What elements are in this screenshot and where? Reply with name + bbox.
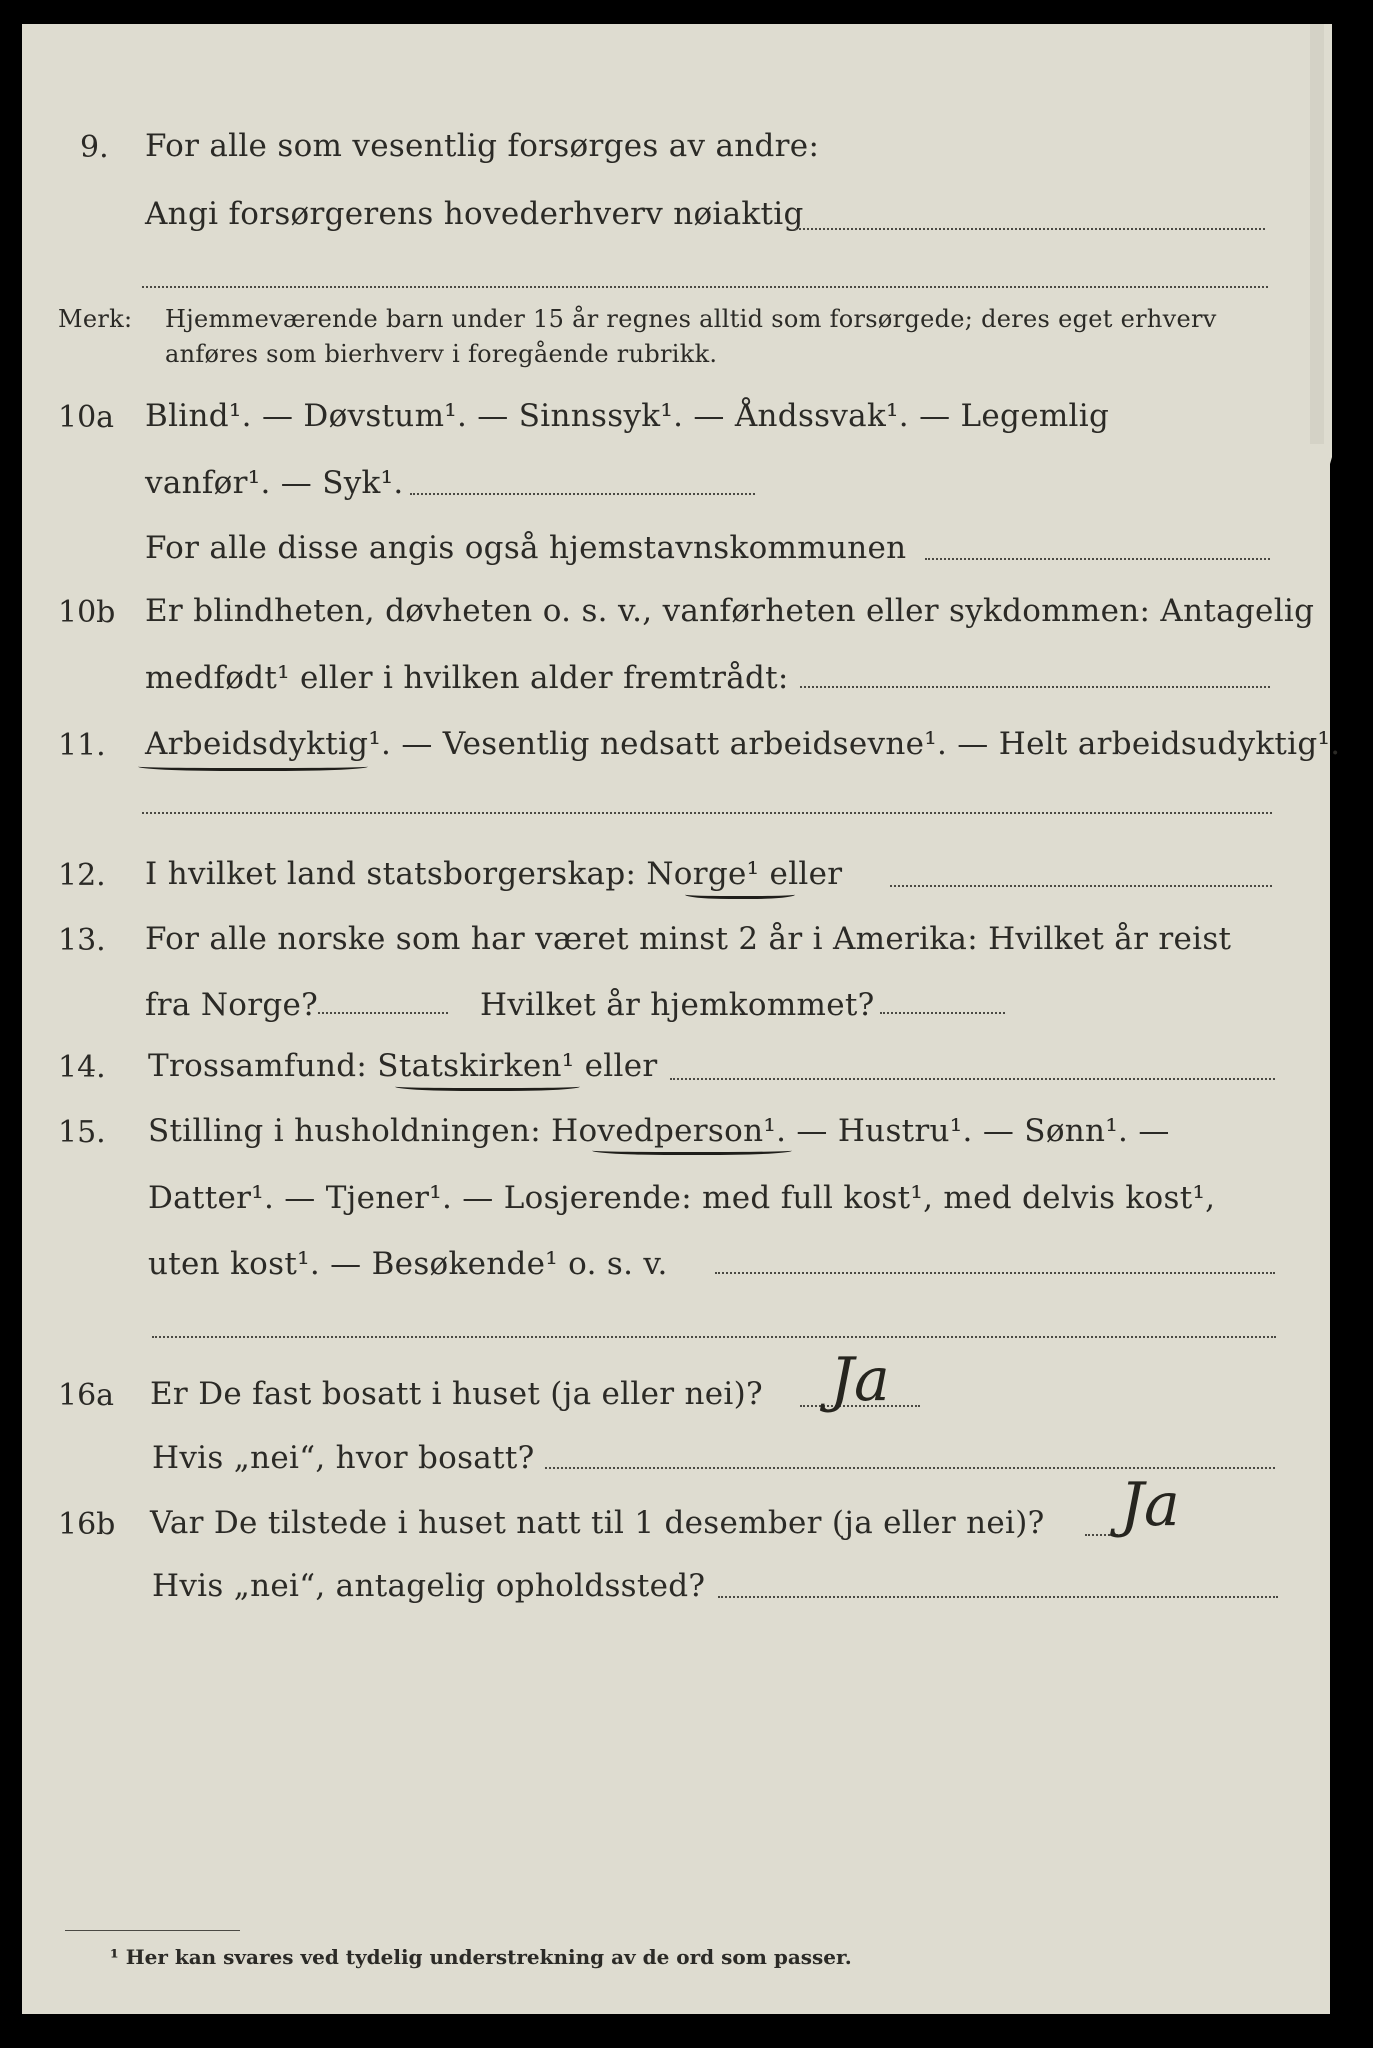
q15-answer-line (715, 1272, 1275, 1274)
q14-number: 14. (58, 1050, 106, 1085)
q10a-line1: Blind¹. — Døvstum¹. — Sinnssyk¹. — Åndssvak¹. — Legemlig (145, 398, 1110, 434)
merk-label: Merk: (58, 305, 133, 333)
q16b-location-line (718, 1596, 1278, 1598)
q16a-residence-line (545, 1467, 1275, 1469)
q13-line2b: Hvilket år hjemkommet? (480, 987, 875, 1023)
q14-line1: Trossamfund: Statskirken¹ eller (148, 1048, 658, 1084)
q13-number: 13. (58, 923, 106, 958)
q14-answer-line (670, 1078, 1275, 1080)
q13-departure-line (318, 1012, 448, 1014)
q12-answer-line (890, 885, 1272, 887)
q9-answer-line (795, 228, 1265, 230)
q12-number: 12. (58, 858, 106, 893)
merk-line2: anføres som bierhverv i foregående rubrikk. (165, 340, 718, 368)
q9-line2: Angi forsørgerens hovederhverv nøiaktig (145, 196, 804, 232)
q11-extra-line (142, 812, 1272, 814)
q11-selection-underline (138, 760, 368, 771)
q15-selection-underline (592, 1144, 792, 1155)
q15-line2: Datter¹. — Tjener¹. — Losjerende: med full kost¹, med delvis kost¹, (148, 1180, 1216, 1216)
q13-line1: For alle norske som har været minst 2 år i Amerika: Hvilket år reist (145, 921, 1232, 957)
q13-return-line (880, 1012, 1005, 1014)
q16a-handwritten-answer: Ja (830, 1345, 890, 1415)
q16a-line1: Er De fast bosatt i huset (ja eller nei)? (150, 1376, 763, 1412)
q11-number: 11. (58, 728, 106, 763)
q10a-number: 10a (58, 400, 115, 435)
merk-line1: Hjemmeværende barn under 15 år regnes alltid som forsørgede; deres eget erhverv (165, 305, 1217, 333)
q15-number: 15. (58, 1115, 106, 1150)
q15-line1: Stilling i husholdningen: Hovedperson¹. — Hustru¹. — Sønn¹. — (148, 1113, 1170, 1149)
q10a-home-line (925, 558, 1270, 560)
q10b-number: 10b (58, 595, 116, 630)
q16b-answer-line (1085, 1534, 1125, 1536)
q10b-answer-line (800, 686, 1270, 688)
q16b-handwritten-answer: Ja (1120, 1470, 1180, 1540)
q16a-line2: Hvis „nei“, hvor bosatt? (152, 1440, 535, 1476)
q16a-number: 16a (58, 1378, 115, 1413)
q16b-number: 16b (58, 1507, 116, 1542)
q15-line3: uten kost¹. — Besøkende¹ o. s. v. (148, 1246, 668, 1282)
q10a-line3: For alle disse angis også hjemstavnskommunen (145, 530, 907, 566)
q9-extra-line (142, 286, 1268, 288)
q10b-line1: Er blindheten, døvheten o. s. v., vanførheten eller sykdommen: Antagelig (145, 593, 1315, 629)
q10b-line2: medfødt¹ eller i hvilken alder fremtrådt: (145, 660, 789, 696)
page-edge (1310, 24, 1324, 444)
q15-extra-line (152, 1336, 1276, 1338)
q13-line2a: fra Norge? (145, 987, 319, 1023)
q16b-line1: Var De tilstede i huset natt til 1 desember (ja eller nei)? (150, 1505, 1045, 1541)
footnote-rule (65, 1930, 240, 1931)
q9-line1: For alle som vesentlig forsørges av andre: (145, 128, 820, 164)
q11-line1: Arbeidsdyktig¹. — Vesentlig nedsatt arbeidsevne¹. — Helt arbeidsudyktig¹. (145, 726, 1341, 762)
q16b-line2: Hvis „nei“, antagelig opholdssted? (152, 1568, 706, 1604)
q10a-answer-line (410, 493, 755, 495)
q9-number: 9. (80, 130, 109, 165)
q14-selection-underline (395, 1080, 580, 1091)
q10a-line2: vanfør¹. — Syk¹. (145, 465, 404, 501)
q12-selection-underline (685, 888, 795, 899)
footnote: ¹ Her kan svares ved tydelig understrekning av de ord som passer. (110, 1945, 852, 1969)
q12-line1: I hvilket land statsborgerskap: Norge¹ eller (145, 856, 843, 892)
